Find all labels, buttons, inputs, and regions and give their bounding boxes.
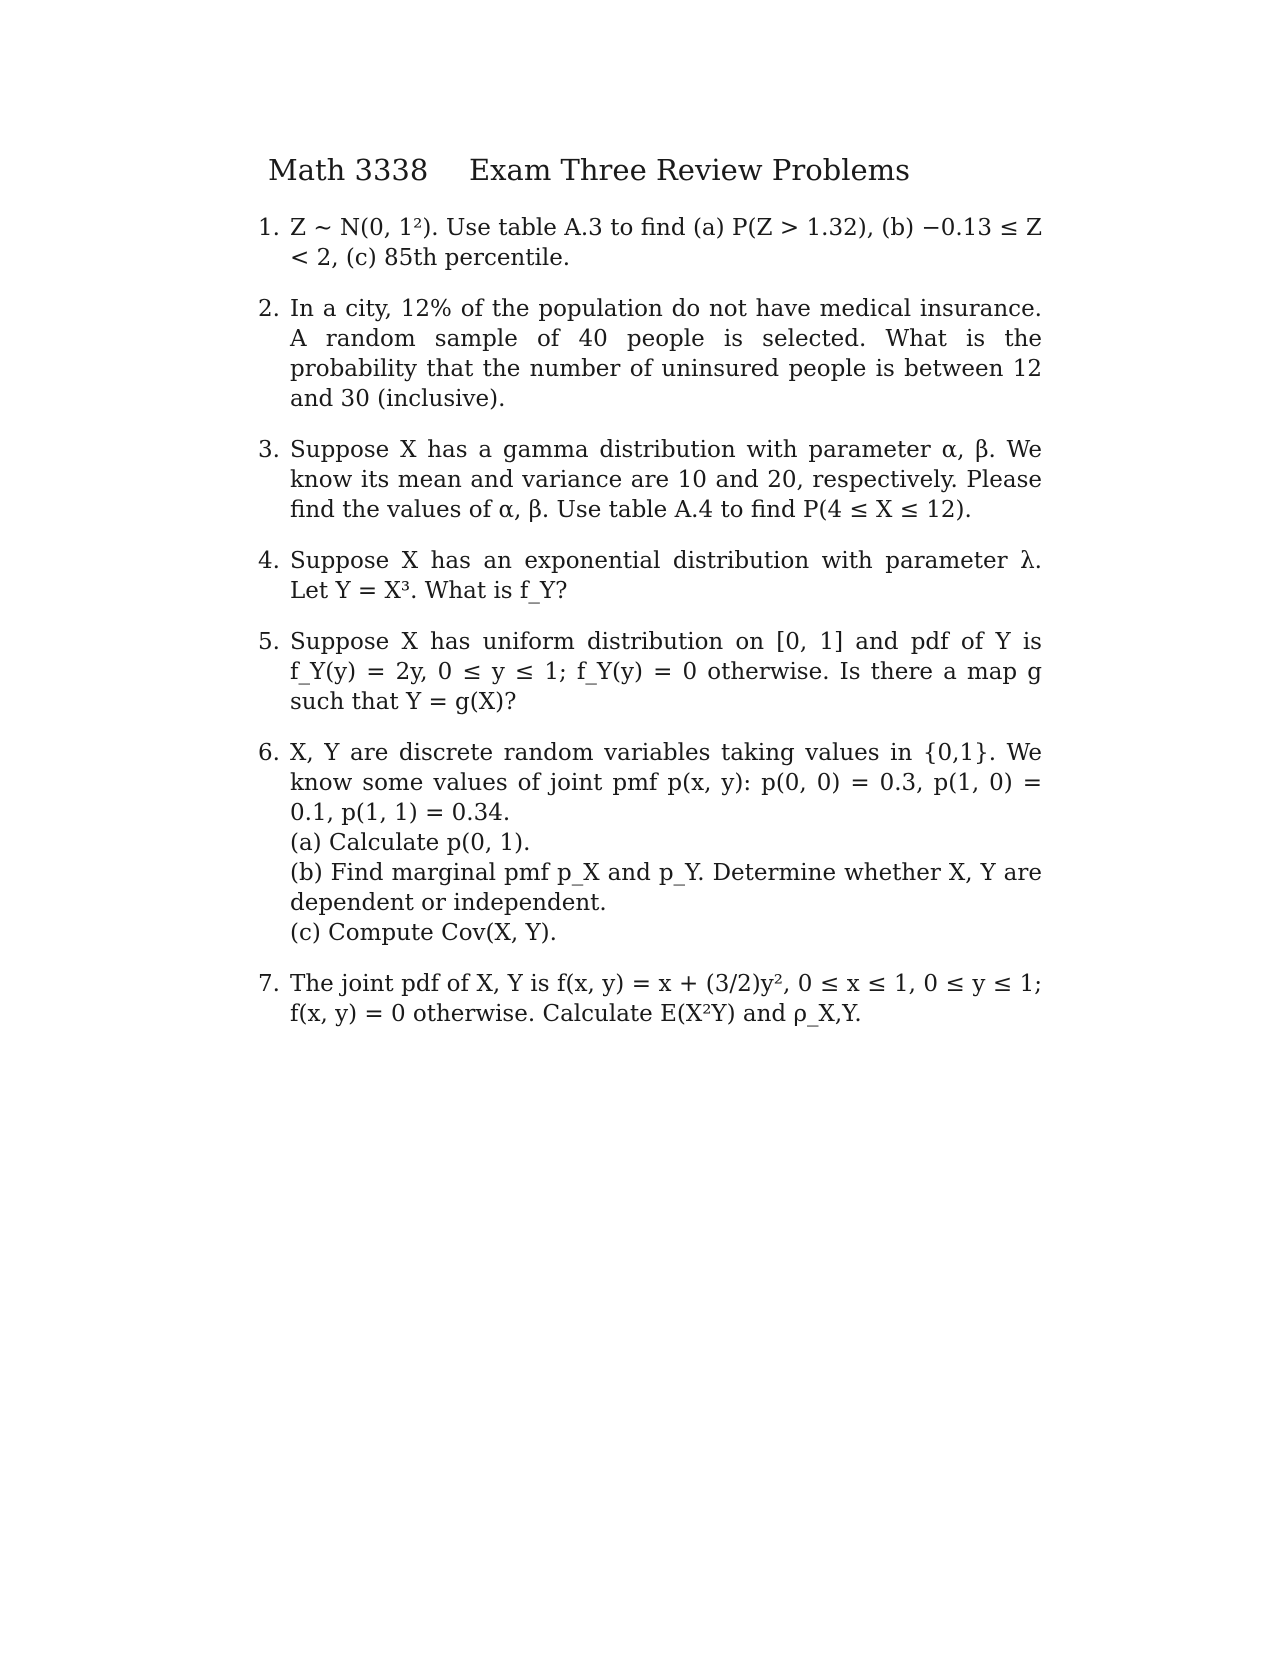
problem-text: The joint pdf of X, Y is f(x, y) = x + (3/2)y², 0 ≤ x ≤ 1, 0 ≤ y ≤ 1; f(x, y) = 0 otherwise. Calculate E(X²Y) and ρ_X,Y. — [290, 971, 1042, 1027]
problem-text: Suppose X has uniform distribution on [0, 1] and pdf of Y is f_Y(y) = 2y, 0 ≤ y ≤ 1; f_Y(y) = 0 otherwise. Is there a map g such that Y = g(X)? — [290, 629, 1042, 715]
problem-2 — [258, 294, 1042, 414]
problem-number: 6. — [258, 740, 280, 766]
problem-3 — [258, 435, 1042, 525]
problem-number: 4. — [258, 548, 280, 574]
problem-5 — [258, 627, 1042, 717]
problem-text: Suppose X has an exponential distribution with parameter λ. Let Y = X³. What is f_Y? — [290, 548, 1042, 604]
problem-6 — [258, 738, 1042, 948]
problem-text: In a city, 12% of the population do not have medical insurance. A random sample of 40 people is selected. What is the probability that the number of uninsured people is between 12 and 30 (inclusive). — [290, 296, 1042, 412]
problem-6-part-b: (b) Find marginal pmf p_X and p_Y. Determine whether X, Y are dependent or independent. — [290, 860, 1042, 916]
problem-number: 3. — [258, 437, 280, 463]
problem-7 — [258, 969, 1042, 1029]
problem-1 — [258, 213, 1042, 273]
problem-number: 2. — [258, 296, 280, 322]
page-header — [268, 153, 910, 187]
page-title: Exam Three Review Problems — [469, 153, 911, 187]
problem-number: 1. — [258, 215, 280, 241]
problem-4 — [258, 546, 1042, 606]
course-name: Math 3338 — [268, 153, 429, 187]
problem-number: 5. — [258, 629, 280, 655]
problem-number: 7. — [258, 971, 280, 997]
problem-6-part-a: (a) Calculate p(0, 1). — [290, 830, 531, 856]
problem-6-part-c: (c) Compute Cov(X, Y). — [290, 920, 557, 946]
problem-text: X, Y are discrete random variables taking values in {0,1}. We know some values of joint pmf p(x, y): p(0, 0) = 0.3, p(1, 0) = 0.1, p(1, 1) = 0.34. — [290, 740, 1042, 826]
problem-text: Suppose X has a gamma distribution with parameter α, β. We know its mean and variance are 10 and 20, respectively. Please find the values of α, β. Use table A.4 to find P(4 ≤ X ≤ 12). — [290, 437, 1042, 523]
problem-text: Z ∼ N(0, 1²). Use table A.3 to find (a) P(Z > 1.32), (b) −0.13 ≤ Z < 2, (c) 85th percentile. — [290, 215, 1042, 271]
problem-list — [258, 213, 1042, 1050]
